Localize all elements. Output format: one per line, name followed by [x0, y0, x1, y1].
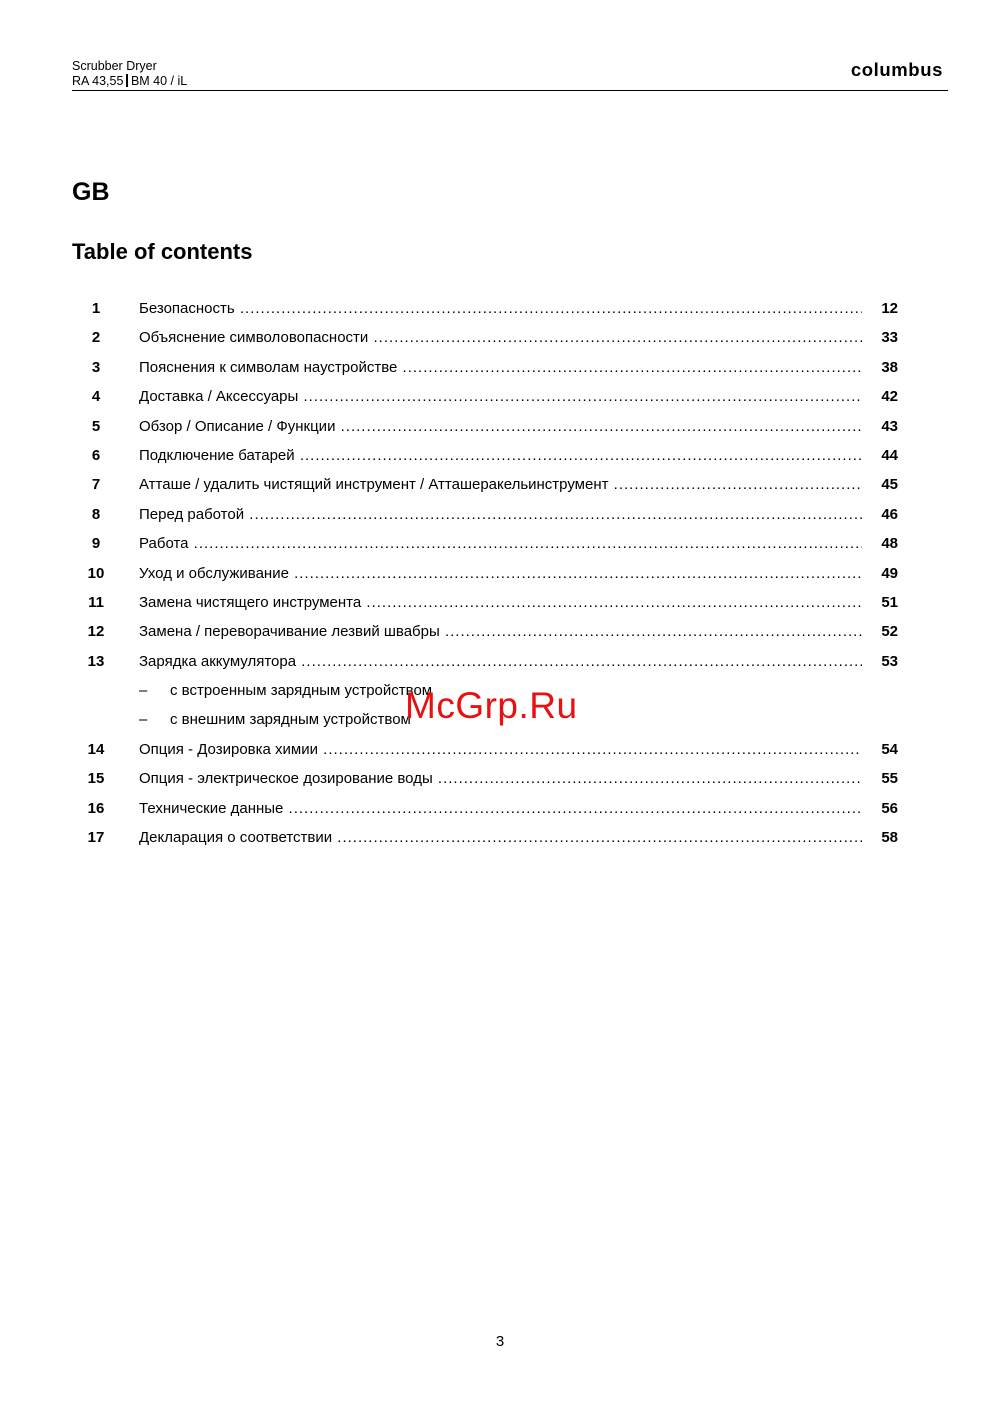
toc-row: [72, 382, 912, 411]
header-model: [72, 74, 187, 89]
toc-number: 17: [87, 829, 105, 847]
toc-number: 3: [91, 358, 101, 376]
toc-number: 11: [88, 593, 104, 611]
toc-number: 5: [91, 417, 101, 435]
toc-page: 54: [881, 740, 898, 758]
toc-entry-title: Доставка / Аксессуары .....: [139, 382, 862, 411]
toc-page: 43: [881, 417, 898, 435]
toc-entry-title: Зарядка аккумулятора .....: [139, 647, 862, 676]
toc-row: [72, 764, 912, 793]
toc-row: [72, 588, 912, 617]
toc-entry-title: Подключение батарей .....: [139, 441, 862, 470]
toc-row: [72, 559, 912, 588]
brand-logo: columbus: [850, 59, 943, 80]
toc-page: 33: [881, 329, 898, 347]
toc-entry-title: Атташе / удалить чистящий инструмент / Атташеракельинструмент .....: [139, 470, 862, 499]
toc-page: 42: [881, 388, 898, 406]
toc-row: [72, 647, 912, 676]
toc-entry-title: Технические данные .....: [139, 794, 862, 823]
toc-title: Table of contents: [72, 239, 253, 264]
toc-page: 46: [881, 505, 898, 523]
toc-sub-text: с внешним зарядным устройством: [170, 711, 411, 729]
toc-number: 8: [91, 505, 101, 523]
header-model-right: BM 40 / iL: [130, 74, 188, 88]
toc-number: 12: [87, 623, 105, 641]
toc-page: 52: [881, 623, 898, 641]
toc-entry-title: Декларация о соответствии .....: [139, 823, 862, 852]
toc-page: 44: [881, 446, 898, 464]
toc-row: [72, 529, 912, 558]
watermark: McGrp.Ru: [405, 685, 578, 726]
toc-page: 48: [881, 535, 898, 553]
toc-row: [72, 441, 912, 470]
toc-row: [72, 412, 912, 441]
page-header: [72, 58, 948, 91]
toc-page: 53: [881, 652, 898, 670]
toc-page: 58: [881, 829, 898, 847]
toc-entry-title: Замена чистящего инструмента .....: [139, 588, 862, 617]
toc-number: 7: [91, 476, 101, 494]
toc-number: 6: [91, 446, 101, 464]
toc-entry-title: Пояснения к символам наустройстве .....: [139, 353, 862, 382]
toc-page: 12: [881, 300, 898, 317]
toc-page: 49: [881, 564, 898, 582]
toc-entry-title: Безопасность .....: [139, 294, 862, 323]
toc-entry-title: Объяснение символовопасности .....: [139, 323, 862, 352]
toc-number: 2: [91, 329, 101, 347]
toc-row: [72, 617, 912, 646]
toc-number: 9: [91, 535, 101, 553]
toc-number: 1: [91, 300, 101, 317]
toc-number: 13: [87, 652, 105, 670]
toc-sub-text: с встроенным зарядным устройством: [170, 682, 433, 700]
toc-number: 14: [87, 740, 105, 758]
toc-page: 56: [881, 799, 898, 817]
toc-row: [72, 353, 912, 382]
toc-number: 15: [87, 770, 105, 788]
toc-row: [72, 294, 912, 323]
toc-entry-title: Перед работой .....: [139, 500, 862, 529]
toc-number: 16: [87, 799, 105, 817]
toc-row: [72, 323, 912, 352]
header-product: Scrubber Dryer: [72, 59, 157, 73]
toc-page: 38: [881, 358, 898, 376]
toc-entry-title: Опция - электрическое дозирование воды .....: [139, 764, 862, 793]
toc-entry-title: Замена / переворачивание лезвий швабры .....: [139, 617, 862, 646]
toc-entry-title: Опция - Дозировка химии .....: [139, 735, 862, 764]
toc-entry-title: Уход и обслуживание .....: [139, 559, 862, 588]
toc-sub-dash: –: [139, 682, 148, 700]
page-number: 3: [495, 1333, 505, 1350]
model-separator: [126, 74, 128, 87]
toc-row: [72, 735, 912, 764]
table-of-contents: [72, 294, 912, 852]
toc-page: 51: [881, 593, 898, 611]
toc-row: [72, 470, 912, 499]
toc-row: [72, 794, 912, 823]
toc-sub-dash: –: [139, 711, 148, 729]
header-model-left: RA 43,55: [72, 74, 124, 88]
toc-entry-title: Работа .....: [139, 529, 862, 558]
language-code: GB: [72, 178, 110, 206]
toc-page: 45: [881, 476, 898, 494]
toc-page: 55: [881, 770, 898, 788]
toc-number: 4: [91, 388, 101, 406]
toc-number: 10: [87, 564, 105, 582]
toc-row: [72, 823, 912, 852]
toc-entry-title: Обзор / Описание / Функции .....: [139, 412, 862, 441]
toc-row: [72, 500, 912, 529]
